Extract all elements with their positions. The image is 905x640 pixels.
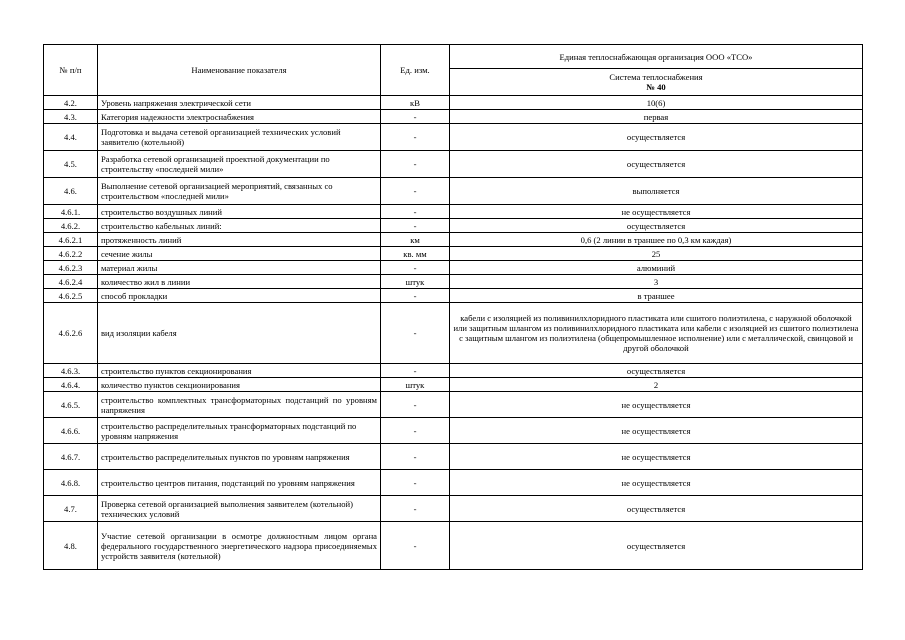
row-name: строительство распределительных пунктов по уровням напряжения [98,444,381,470]
row-value: не осуществляется [450,470,863,496]
header-system-label: Система теплоснабжения [609,72,703,82]
row-name: строительство распределительных трансформаторных подстанций по уровням напряжения [98,418,381,444]
row-num: 4.2. [44,96,98,110]
table-row [44,178,863,205]
row-num: 4.6.1. [44,205,98,219]
row-num: 4.6.2.1 [44,233,98,247]
row-num: 4.6.6. [44,418,98,444]
row-unit: - [381,470,450,496]
table-row [44,247,863,261]
row-name: способ прокладки [98,289,381,303]
table-row [44,364,863,378]
row-unit: кВ [381,96,450,110]
row-value: осуществляется [450,522,863,570]
row-unit: - [381,124,450,151]
row-name: строительство кабельных линий: [98,219,381,233]
table-row [44,261,863,275]
table-row [44,96,863,110]
row-value: осуществляется [450,124,863,151]
row-value: первая [450,110,863,124]
row-value: 0,6 (2 линии в траншее по 0,3 км каждая) [450,233,863,247]
row-name: Участие сетевой организации в осмотре должностным лицом органа федерального государственного энергетического надзора присоединяемых устройств заявителя (котельной) [98,522,381,570]
row-name: Проверка сетевой организацией выполнения заявителем (котельной) технических условий [98,496,381,522]
row-num: 4.6. [44,178,98,205]
row-name: строительство комплектных трансформаторных подстанций по уровням напряжения [98,392,381,418]
row-name: Подготовка и выдача сетевой организацией технических условий заявителю (котельной) [98,124,381,151]
row-name: строительство пунктов секционирования [98,364,381,378]
row-value: 3 [450,275,863,289]
row-name: протяженность линий [98,233,381,247]
row-unit: - [381,364,450,378]
header-system [450,69,863,96]
row-unit: км [381,233,450,247]
row-value: осуществляется [450,151,863,178]
row-name: количество жил в линии [98,275,381,289]
row-num: 4.6.2. [44,219,98,233]
row-num: 4.6.2.2 [44,247,98,261]
row-num: 4.7. [44,496,98,522]
row-num: 4.6.7. [44,444,98,470]
row-unit: кв. мм [381,247,450,261]
row-unit: - [381,303,450,364]
row-unit: - [381,151,450,178]
row-value: не осуществляется [450,444,863,470]
header-org: Единая теплоснабжающая организация ООО «ТСО» [450,45,863,69]
table-row [44,378,863,392]
row-unit: - [381,418,450,444]
table-row [44,392,863,418]
row-value: выполняется [450,178,863,205]
table-row [44,303,863,364]
row-name: Разработка сетевой организацией проектной документации по строительству «последней мили» [98,151,381,178]
row-name: вид изоляции кабеля [98,303,381,364]
row-num: 4.6.3. [44,364,98,378]
table-row [44,444,863,470]
row-unit: штук [381,275,450,289]
table-row [44,289,863,303]
row-unit: - [381,496,450,522]
row-num: 4.5. [44,151,98,178]
row-value: осуществляется [450,219,863,233]
row-name: сечение жилы [98,247,381,261]
row-num: 4.6.8. [44,470,98,496]
row-value: 25 [450,247,863,261]
row-value: 2 [450,378,863,392]
row-name: Уровень напряжения электрической сети [98,96,381,110]
table-row [44,205,863,219]
header-system-number: № 40 [646,82,666,92]
table-row [44,233,863,247]
row-value: 10(6) [450,96,863,110]
table-row [44,124,863,151]
row-value: кабели с изоляцией из поливинилхлоридного пластиката или сшитого полиэтилена, с наружной оболочкой или защитным шлангом из поливинилхлоридного пластиката или кабели с изоляцией из сшитого полиэтилена с защитным шлангом из полиэтилена (общепромышленное исполнение) или с металлической, свинцовой и другой оболочкой [450,303,863,364]
row-unit: штук [381,378,450,392]
row-value: не осуществляется [450,392,863,418]
row-num: 4.3. [44,110,98,124]
row-value: не осуществляется [450,205,863,219]
row-name: строительство центров питания, подстанций по уровням напряжения [98,470,381,496]
row-num: 4.6.2.6 [44,303,98,364]
row-unit: - [381,261,450,275]
row-unit: - [381,392,450,418]
row-unit: - [381,178,450,205]
row-value: не осуществляется [450,418,863,444]
row-num: 4.8. [44,522,98,570]
row-unit: - [381,205,450,219]
table-row [44,470,863,496]
row-name: материал жилы [98,261,381,275]
table-row [44,522,863,570]
indicators-table [43,44,863,570]
header-num: № п/п [44,45,98,96]
row-unit: - [381,110,450,124]
row-num: 4.6.2.4 [44,275,98,289]
row-name: Выполнение сетевой организацией мероприятий, связанных со строительством «последней мили» [98,178,381,205]
row-name: строительство воздушных линий [98,205,381,219]
table-row [44,275,863,289]
header-name: Наименование показателя [98,45,381,96]
row-num: 4.6.2.5 [44,289,98,303]
table-row [44,418,863,444]
row-num: 4.6.5. [44,392,98,418]
row-value: осуществляется [450,364,863,378]
table-row [44,110,863,124]
row-num: 4.6.2.3 [44,261,98,275]
header-unit: Ед. изм. [381,45,450,96]
row-unit: - [381,522,450,570]
table-row [44,151,863,178]
row-unit: - [381,444,450,470]
table-row [44,496,863,522]
row-unit: - [381,219,450,233]
row-name: Категория надежности электроснабжения [98,110,381,124]
row-value: алюминий [450,261,863,275]
row-name: количество пунктов секционирования [98,378,381,392]
row-unit: - [381,289,450,303]
row-value: в траншее [450,289,863,303]
row-value: осуществляется [450,496,863,522]
table-row [44,219,863,233]
row-num: 4.6.4. [44,378,98,392]
row-num: 4.4. [44,124,98,151]
